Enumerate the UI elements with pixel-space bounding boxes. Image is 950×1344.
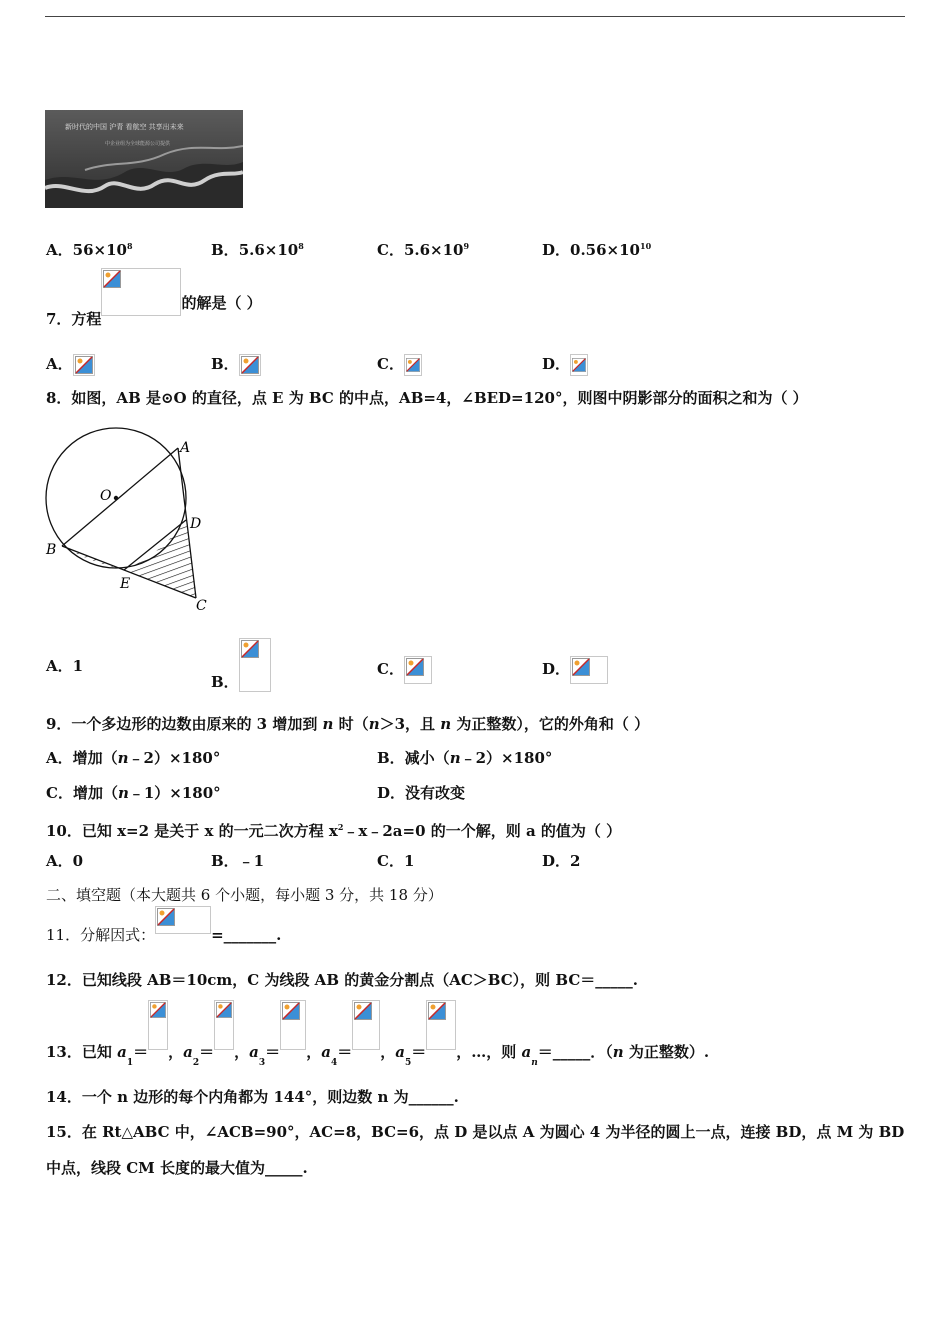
q9-option-c: C．增加（n﹣1）×180° [46, 784, 221, 802]
q9-option-b: B．减小（n﹣2）×180° [377, 749, 553, 767]
broken-image-icon [216, 1002, 232, 1018]
question-15-line1: 15．在 Rt△ABC 中，∠ACB=90°，AC=8，BC=6，点 D 是以点 A 为圆心 4 为半径的圆上一点，连接 BD，点 M 为 BD [46, 1123, 905, 1141]
q6-option-d: D．$0.56\times 10^{10}$ [542, 241, 652, 259]
option-image-placeholder [404, 656, 432, 684]
q8-option-a: A．1 [46, 657, 84, 675]
q8-option-d: D． [542, 656, 608, 684]
question-9: 9．一个多边形的边数由原来的 3 增加到 n 时（n＞3，且 n 为正整数），它的外角和（ ） [46, 715, 650, 733]
broken-image-icon [241, 356, 259, 374]
equation-image-placeholder [101, 268, 181, 316]
broken-image-icon [406, 658, 424, 676]
q7-option-c: C． [377, 354, 422, 376]
q9-option-d: D．没有改变 [377, 784, 466, 802]
q8-option-b: B． [211, 656, 271, 710]
expression-image-placeholder [155, 906, 211, 934]
q8-option-c: C． [377, 656, 432, 684]
question-11: 11．分解因式： =_______. [46, 906, 281, 934]
q10-option-b: B．﹣1 [211, 852, 265, 870]
broken-image-icon [75, 356, 93, 374]
option-image-placeholder [239, 354, 261, 376]
photo-caption-line2: 中企业组为全球能源公司提供 [105, 141, 171, 147]
question-15-line2: 中点，线段 CM 长度的最大值为_____. [46, 1159, 308, 1177]
label-c: C [196, 598, 207, 614]
q6-option-a: A．$56\times 10^8$ [46, 241, 133, 259]
label-d: D [190, 516, 202, 532]
center-point [114, 496, 118, 500]
q9-option-a: A．增加（n﹣2）×180° [46, 749, 221, 767]
option-image-placeholder [570, 354, 588, 376]
q10-option-a: A．0 [46, 852, 84, 870]
q6-option-b: B．$5.6\times 10^8$ [211, 241, 304, 259]
shaded-region-right [124, 520, 196, 598]
broken-image-icon [282, 1002, 300, 1020]
broken-image-icon [150, 1002, 166, 1018]
photo-caption-line1: 新时代的中国 沪青 看航空 共享出未来 [65, 123, 184, 131]
term-image-placeholder [214, 1000, 234, 1050]
term-image-placeholder [352, 1000, 380, 1050]
broken-image-icon [157, 908, 175, 926]
geometry-figure [40, 420, 220, 620]
label-a: A [180, 440, 191, 456]
q6-option-c: C．$5.6\times 10^9$ [377, 241, 470, 259]
diameter-ab [62, 448, 178, 546]
section-heading: 二、填空题（本大题共 6 个小题，每小题 3 分，共 18 分） [46, 886, 443, 904]
question-14: 14．一个 n 边形的每个内角都为 144°，则边数 n 为______. [46, 1088, 459, 1106]
broken-image-icon [572, 356, 586, 374]
q7-option-b: B． [211, 354, 261, 376]
label-e: E [120, 576, 131, 592]
term-image-placeholder [148, 1000, 168, 1050]
label-b: B [46, 542, 57, 558]
question-12: 12．已知线段 AB＝10cm，C 为线段 AB 的黄金分割点（AC＞BC），则 BC＝_____. [46, 971, 639, 989]
option-image-placeholder [404, 354, 422, 376]
header-rule [45, 16, 905, 17]
broken-image-icon [354, 1002, 372, 1020]
broken-image-icon [572, 658, 590, 676]
broken-image-icon [428, 1002, 446, 1020]
term-image-placeholder [280, 1000, 306, 1050]
q10-option-c: C．1 [377, 852, 415, 870]
question-13: 13．已知 $a_1=$ ，$a_2=$ ，$a_3=$ ，$a_4=$ ，$a_5=$ ，…，则 $a_n=\_\_\_\_\_$．（n 为正整数）. [46, 1000, 709, 1050]
option-image-placeholder [73, 354, 95, 376]
broken-image-icon [406, 356, 420, 374]
q7-option-a: A． [46, 354, 95, 376]
label-o: O [100, 488, 112, 504]
q7-option-d: D． [542, 354, 588, 376]
option-image-placeholder [570, 656, 608, 684]
broken-image-icon [241, 640, 259, 658]
term-image-placeholder [426, 1000, 456, 1050]
question-10: 10．已知 x=2 是关于 x 的一元二次方程 $x^2﹣x﹣2a=0$ 的一个解，则 a 的值为（ ） [46, 822, 622, 840]
broken-image-icon [103, 270, 121, 288]
news-photo [45, 110, 243, 208]
option-image-placeholder [239, 638, 271, 692]
question-7: 7．方程 的解是（ ） [46, 268, 262, 316]
q10-option-d: D．2 [542, 852, 581, 870]
question-8: 8．如图，AB 是⊙O 的直径，点 E 为 BC 的中点，AB=4，∠BED=120°，则图中阴影部分的面积之和为（ ） [46, 389, 808, 407]
